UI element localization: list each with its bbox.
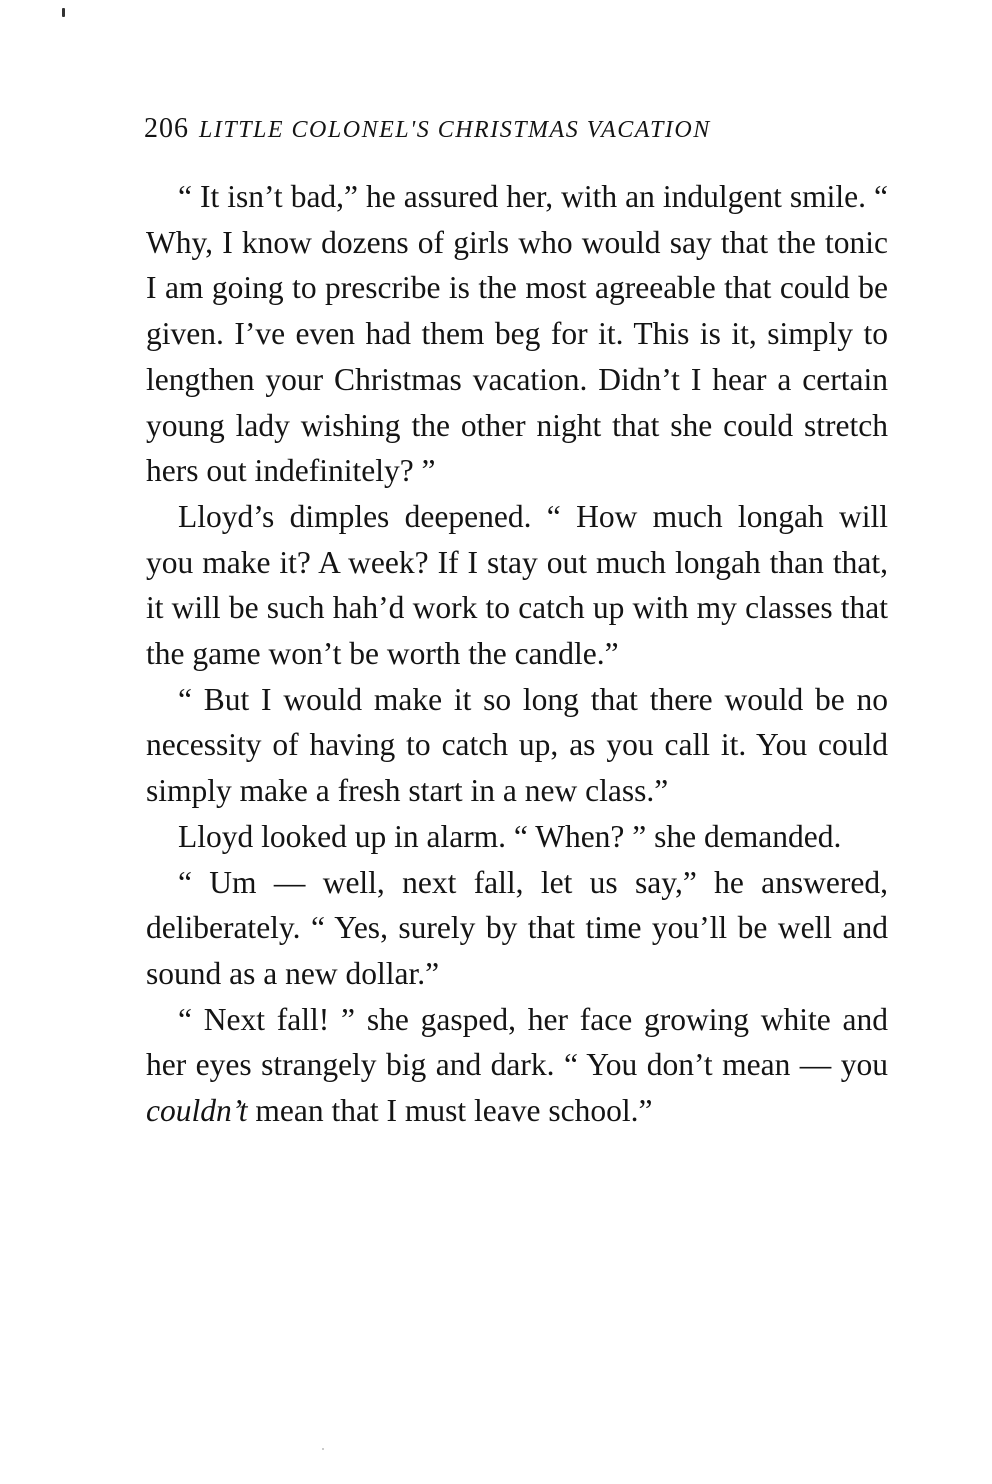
paragraph-6-tail: mean that I must leave school.” <box>247 1093 653 1129</box>
paragraph-5: “ Um — well, next fall, let us say,” he answered, deliberately. “ Yes, surely by that time you’ll be well and sound as a new dollar.” <box>146 864 888 991</box>
paper-speck <box>322 1448 324 1450</box>
body-text <box>146 174 888 1134</box>
paragraph-6 <box>146 997 888 1134</box>
paragraph-1: “ It isn’t bad,” he assured her, with an indulgent smile. “ Why, I know dozens of girls who would say that the tonic I am going to prescribe is the most agreeable that could be given. I’ve even had them beg for it. This is it, simply to lengthen your Christmas vacation. Didn’t I hear a certain young lady wishing the other night that she could stretch hers out indefinitely? ” <box>146 179 888 489</box>
paragraph-3: “ But I would make it so long that there would be no necessity of having to catch up, as you call it. You could simply make a fresh start in a new class.” <box>146 681 888 809</box>
running-title: LITTLE COLONEL'S CHRISTMAS VACATION <box>199 117 711 143</box>
page-number: 206 <box>144 113 189 144</box>
paragraph-4: Lloyd looked up in alarm. “ When? ” she demanded. <box>178 818 842 854</box>
printer-mark <box>62 8 65 17</box>
paragraph-6-emphasis: couldn’t <box>146 1093 248 1129</box>
paragraph-6-lead: “ Next fall! ” she gasped, her face growing white and her eyes strangely big and dark. “ You don’t mean — you <box>146 1001 888 1083</box>
paragraph-2: Lloyd’s dimples deepened. “ How much longah will you make it? A week? If I stay out much longah than that, it will be such hah’d work to catch up with my classes that the game won’t be worth the candle.” <box>146 498 888 672</box>
page-header <box>144 106 864 150</box>
